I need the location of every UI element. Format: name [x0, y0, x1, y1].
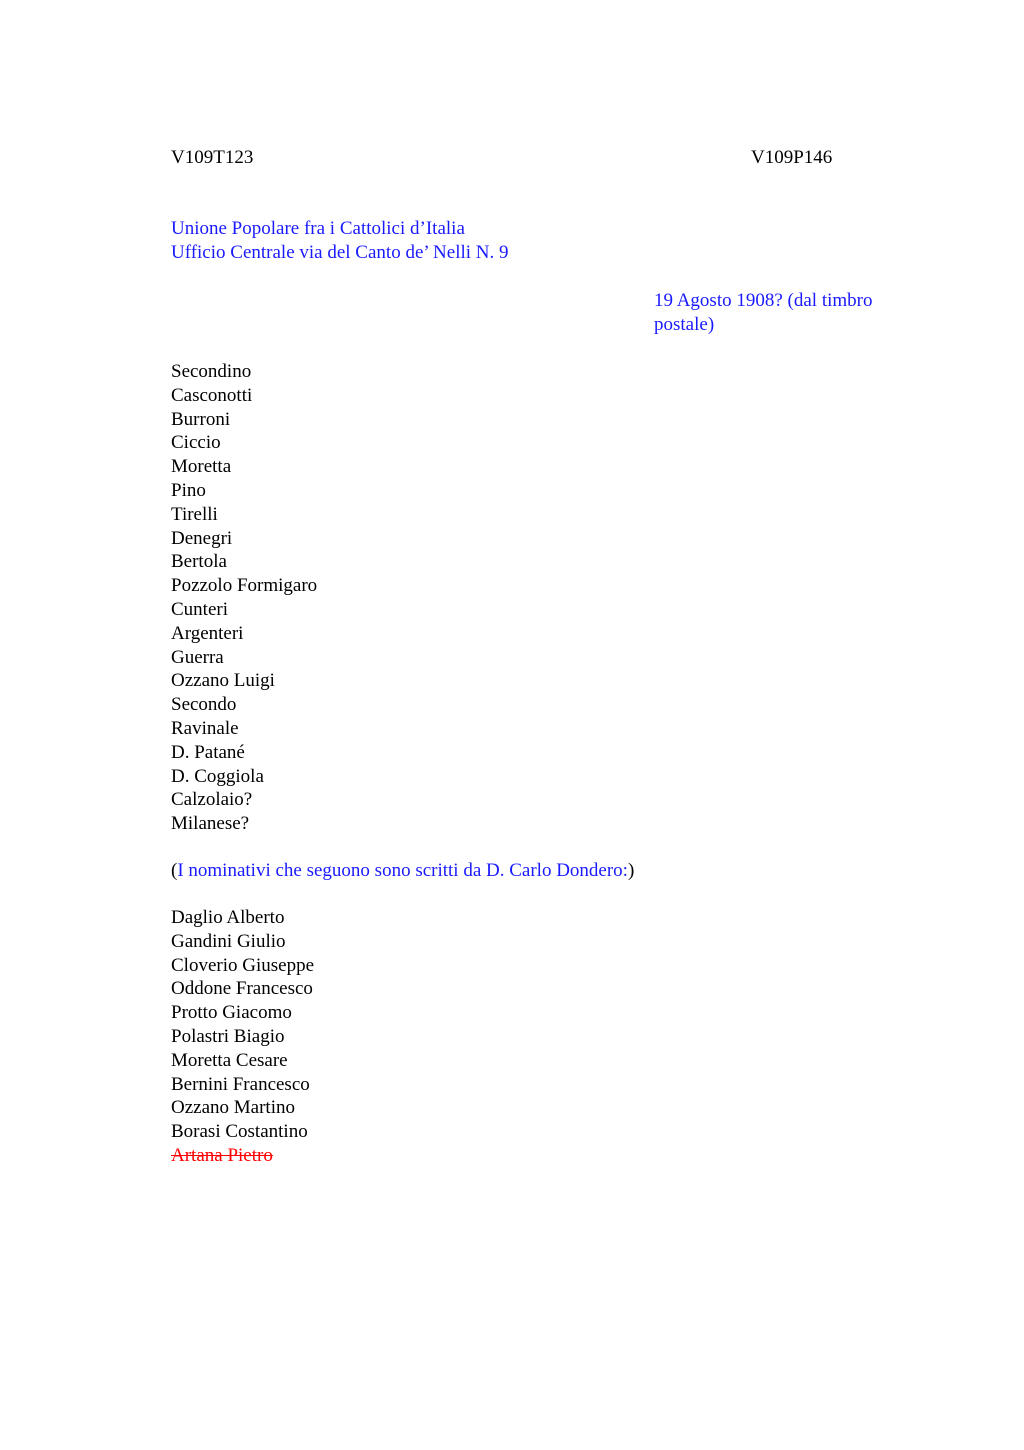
names-list-second — [171, 906, 314, 1168]
date-note-line1: 19 Agosto 1908? (dal timbro — [654, 290, 873, 311]
list-item: Ciccio — [171, 432, 221, 454]
list-item: Oddone Francesco — [171, 978, 313, 1000]
list-item: Casconotti — [171, 384, 253, 406]
list-item: Ravinale — [171, 717, 239, 739]
list-item: Bertola — [171, 551, 227, 573]
list-item: Moretta Cesare — [171, 1049, 288, 1071]
names-list-first — [171, 360, 317, 836]
list-item: Borasi Costantino — [171, 1121, 308, 1143]
list-item: Denegri — [171, 527, 233, 549]
list-item: Secondino — [171, 361, 252, 382]
letterhead-address: Ufficio Centrale via del Canto de’ Nelli N. 9 — [171, 242, 509, 263]
list-item: Burroni — [171, 408, 231, 430]
list-item: Cloverio Giuseppe — [171, 954, 315, 976]
editorial-note — [171, 859, 634, 883]
list-item: Calzolaio? — [171, 789, 253, 811]
list-item: Daglio Alberto — [171, 907, 285, 928]
list-item: Moretta — [171, 456, 232, 478]
list-item: Cunteri — [171, 598, 228, 620]
date-note-line2: postale) — [654, 314, 715, 335]
list-item: Milanese? — [171, 813, 250, 835]
letterhead-organization: Unione Popolare fra i Cattolici d’Italia — [171, 218, 465, 239]
document-code-right: V109P146 — [751, 147, 833, 168]
list-item: D. Patané — [171, 741, 245, 763]
list-item: Bernini Francesco — [171, 1073, 310, 1095]
list-item: Polastri Biagio — [171, 1025, 285, 1047]
list-item: Pozzolo Formigaro — [171, 575, 318, 597]
note-close-paren: ) — [627, 860, 635, 881]
list-item: Ozzano Martino — [171, 1097, 295, 1119]
document-code-left: V109T123 — [171, 147, 254, 168]
list-item: Pino — [171, 479, 206, 501]
list-item: Argenteri — [171, 622, 244, 644]
list-item: Guerra — [171, 646, 224, 668]
note-open-paren: ( — [171, 860, 178, 881]
struck-list-item: Artana Pietro — [171, 1144, 273, 1166]
list-item: Secondo — [171, 694, 237, 716]
list-item: Tirelli — [171, 503, 218, 525]
list-item: Gandini Giulio — [171, 930, 286, 952]
list-item: Ozzano Luigi — [171, 670, 275, 692]
list-item: D. Coggiola — [171, 765, 264, 787]
list-item: Protto Giacomo — [171, 1002, 292, 1024]
note-text: I nominativi che seguono sono scritti da D. Carlo Dondero: — [177, 860, 628, 881]
